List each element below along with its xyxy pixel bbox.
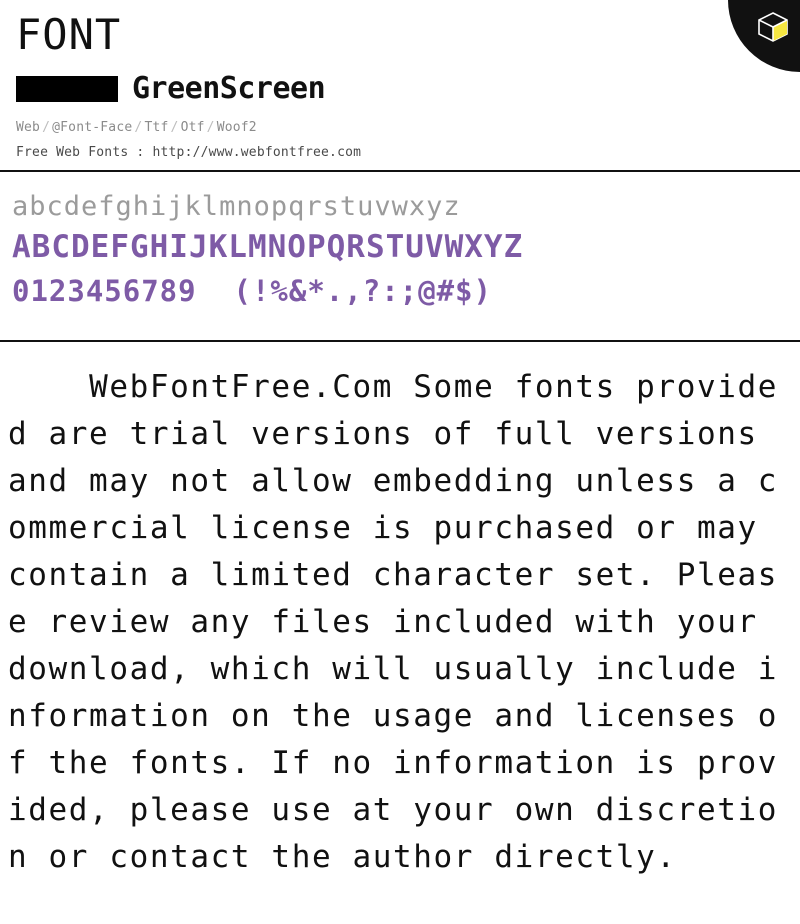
corner-badge xyxy=(728,0,800,72)
link-otf[interactable]: Otf xyxy=(180,120,205,135)
link-separator-1: / xyxy=(42,120,51,135)
specimen-uppercase: ABCDEFGHIJKLMNOPQRSTUVWXYZ xyxy=(12,228,524,265)
format-links xyxy=(16,120,786,135)
sample-block xyxy=(0,342,800,891)
link-ttf[interactable]: Ttf xyxy=(144,120,169,135)
color-swatch xyxy=(16,76,118,102)
font-name: GreenScreen xyxy=(132,71,326,106)
link-font-face[interactable]: @Font-Face xyxy=(52,120,133,135)
page-header xyxy=(0,0,800,172)
specimen-block xyxy=(0,172,800,342)
specimen-digits-symbols: 0123456789 (!%&*.,?:;@#$) xyxy=(12,273,492,308)
sample-paragraph: WebFontFree.Com Some fonts provided are trial versions of full versions and may not allow embedding unless a commercial license is purchased or may contain a limited character set. Please review any files included with your download, which will usually include information on the usage and licenses of the fonts. If no information is provided, please use at your own discretion or contact the author directly. xyxy=(8,369,779,875)
link-separator-3: / xyxy=(170,120,179,135)
link-woff2[interactable]: Woof2 xyxy=(216,120,257,135)
cube-icon xyxy=(756,10,790,44)
free-fonts-url[interactable]: http://www.webfontfree.com xyxy=(152,145,362,160)
free-fonts-label: Free Web Fonts : xyxy=(16,145,145,160)
link-separator-2: / xyxy=(134,120,143,135)
link-separator-4: / xyxy=(206,120,215,135)
page-title: FONT xyxy=(16,10,122,59)
free-fonts-line xyxy=(16,145,786,160)
specimen-lowercase: abcdefghijklmnopqrstuvwxyz xyxy=(12,191,461,222)
font-name-row xyxy=(16,71,786,106)
link-web[interactable]: Web xyxy=(16,120,41,135)
